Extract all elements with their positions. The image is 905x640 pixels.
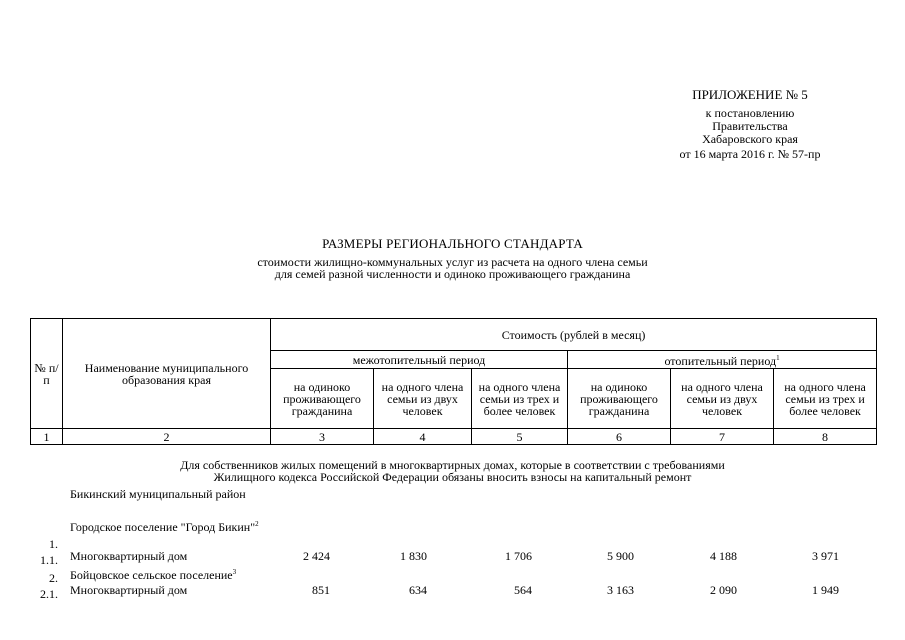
cost-value: 1 949 bbox=[812, 583, 839, 597]
appendix-date: от 16 марта 2016 г. № 57-пр bbox=[679, 147, 821, 161]
col-index: 5 bbox=[472, 429, 568, 445]
cost-value: 2 424 bbox=[303, 549, 330, 563]
document-subtitle-line: для семей разной численности и одиноко проживающего гражданина bbox=[274, 267, 631, 281]
col-name-header: Наименование муниципального образования края bbox=[63, 319, 271, 429]
section-note-line: Для собственников жилых помещений в многоквартирных домах, которые в соответствии с требованиями bbox=[180, 458, 725, 472]
cost-value: 4 188 bbox=[710, 549, 737, 563]
row-number: 1. bbox=[49, 537, 58, 551]
row-name: Бикинский муниципальный район bbox=[70, 487, 246, 501]
cost-value: 2 090 bbox=[710, 583, 737, 597]
cost-value: 634 bbox=[409, 583, 427, 597]
period-heating-header bbox=[568, 351, 877, 369]
sub-header-single: на одиноко проживающего гражданина bbox=[568, 369, 671, 429]
cost-header: Стоимость (рублей в месяц) bbox=[271, 319, 877, 351]
data-rows bbox=[30, 488, 876, 600]
row-name: Бойцовское сельское поселение$^3$ bbox=[70, 568, 237, 582]
col-num-header: № п/п bbox=[31, 319, 63, 429]
table-row bbox=[30, 488, 876, 518]
col-index: 6 bbox=[568, 429, 671, 445]
col-index: 1 bbox=[31, 429, 63, 445]
document-subtitle-line: стоимости жилищно-коммунальных услуг из расчета на одного члена семьи bbox=[257, 255, 648, 269]
table-row bbox=[30, 550, 876, 566]
appendix-line: к постановлению bbox=[705, 106, 795, 120]
col-index: 7 bbox=[671, 429, 774, 445]
cost-value: 3 971 bbox=[812, 549, 839, 563]
table-row bbox=[30, 584, 876, 600]
row-name: Многоквартирный дом bbox=[70, 583, 188, 597]
appendix-title: ПРИЛОЖЕНИЕ № 5 bbox=[692, 87, 808, 102]
sub-header-three: на одного члена семьи из трех и более человек bbox=[774, 369, 877, 429]
footnote-marker: 2 bbox=[255, 520, 259, 528]
row-name: Городское поселение "Город Бикин"$^2$ bbox=[70, 520, 259, 534]
document-title: РАЗМЕРЫ РЕГИОНАЛЬНОГО СТАНДАРТА bbox=[322, 236, 583, 251]
period-heating-label: отопительный период bbox=[664, 354, 777, 368]
section-note bbox=[0, 459, 905, 483]
section-note-line: Жилищного кодекса Российской Федерации обязаны вносить взносы на капитальный ремонт bbox=[213, 470, 692, 484]
appendix-line: Правительства bbox=[712, 119, 788, 133]
appendix-line: Хабаровского края bbox=[702, 132, 798, 146]
col-index: 2 bbox=[63, 429, 271, 445]
sub-header-single: на одиноко проживающего гражданина bbox=[271, 369, 374, 429]
row-number: 2.1. bbox=[40, 587, 58, 601]
footnote-marker: 3 bbox=[232, 568, 237, 576]
col-index: 8 bbox=[774, 429, 877, 445]
cost-value: 5 900 bbox=[607, 549, 634, 563]
appendix-header bbox=[600, 88, 900, 161]
row-number: 2. bbox=[49, 571, 58, 585]
sub-header-two: на одного члена семьи из двух человек bbox=[671, 369, 774, 429]
col-index: 4 bbox=[374, 429, 472, 445]
row-name: Многоквартирный дом bbox=[70, 549, 188, 563]
cost-value: 1 830 bbox=[400, 549, 427, 563]
sub-header-three: на одного члена семьи из трех и более человек bbox=[472, 369, 568, 429]
cost-value: 851 bbox=[312, 583, 330, 597]
cost-value: 1 706 bbox=[505, 549, 532, 563]
standards-table-header bbox=[30, 318, 877, 445]
document-subtitle bbox=[0, 256, 905, 280]
row-number: 1.1. bbox=[40, 553, 58, 567]
table-row bbox=[30, 518, 876, 550]
sub-header-two: на одного члена семьи из двух человек bbox=[374, 369, 472, 429]
cost-value: 564 bbox=[514, 583, 532, 597]
footnote-marker: 1 bbox=[776, 354, 780, 362]
period-non-heating-header: межотопительный период bbox=[271, 351, 568, 369]
cost-value: 3 163 bbox=[607, 583, 634, 597]
table-row bbox=[30, 566, 876, 584]
col-index: 3 bbox=[271, 429, 374, 445]
